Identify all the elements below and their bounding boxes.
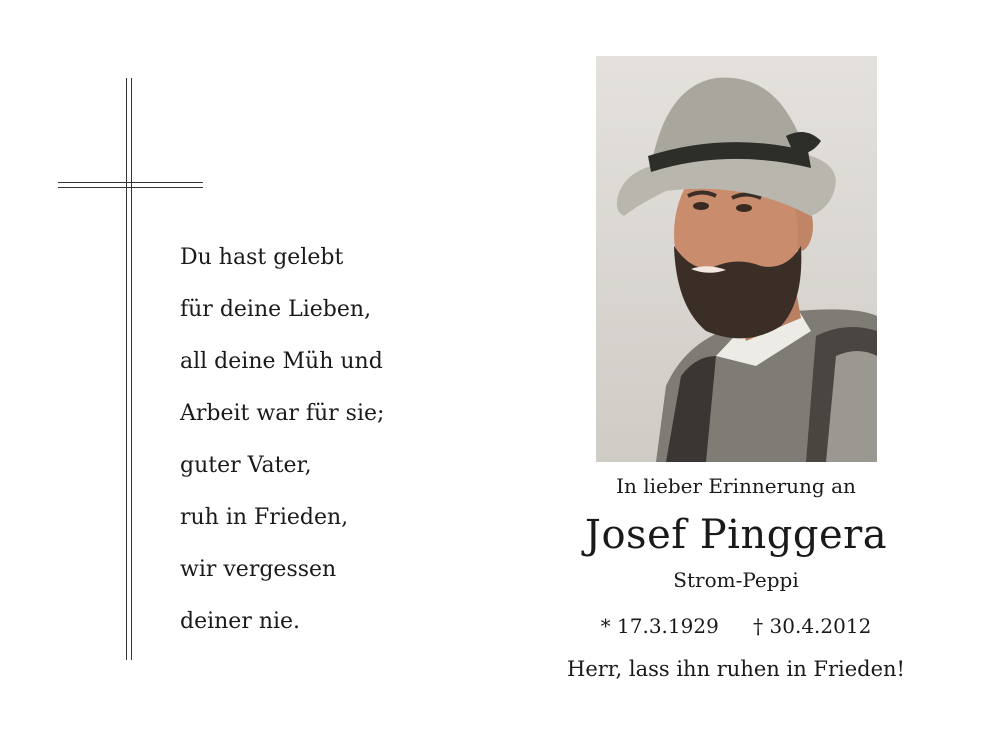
death-date: † 30.4.2012 [753, 614, 872, 638]
portrait-icon [596, 56, 877, 462]
memorial-intro: In lieber Erinnerung an [616, 474, 856, 498]
poem-line: all deine Müh und [180, 349, 383, 374]
deceased-nickname: Strom-Peppi [673, 568, 799, 592]
poem-line: Arbeit war für sie; [180, 401, 385, 426]
poem-line: guter Vater, [180, 453, 312, 478]
birth-date: * 17.3.1929 [600, 614, 719, 638]
poem-line: Du hast gelebt [180, 245, 344, 270]
portrait-photo [596, 56, 877, 462]
deceased-name: Josef Pinggera [584, 512, 888, 558]
life-dates [560, 614, 912, 638]
poem-line: für deine Lieben, [180, 297, 372, 322]
poem [180, 232, 384, 648]
cross-vertical-bar [126, 78, 132, 660]
poem-line: deiner nie. [180, 609, 301, 634]
cross-horizontal-bar [58, 182, 203, 188]
closing-prayer: Herr, lass ihn ruhen in Frieden! [567, 657, 905, 681]
poem-line: wir vergessen [180, 557, 337, 582]
poem-line: ruh in Frieden, [180, 505, 349, 530]
